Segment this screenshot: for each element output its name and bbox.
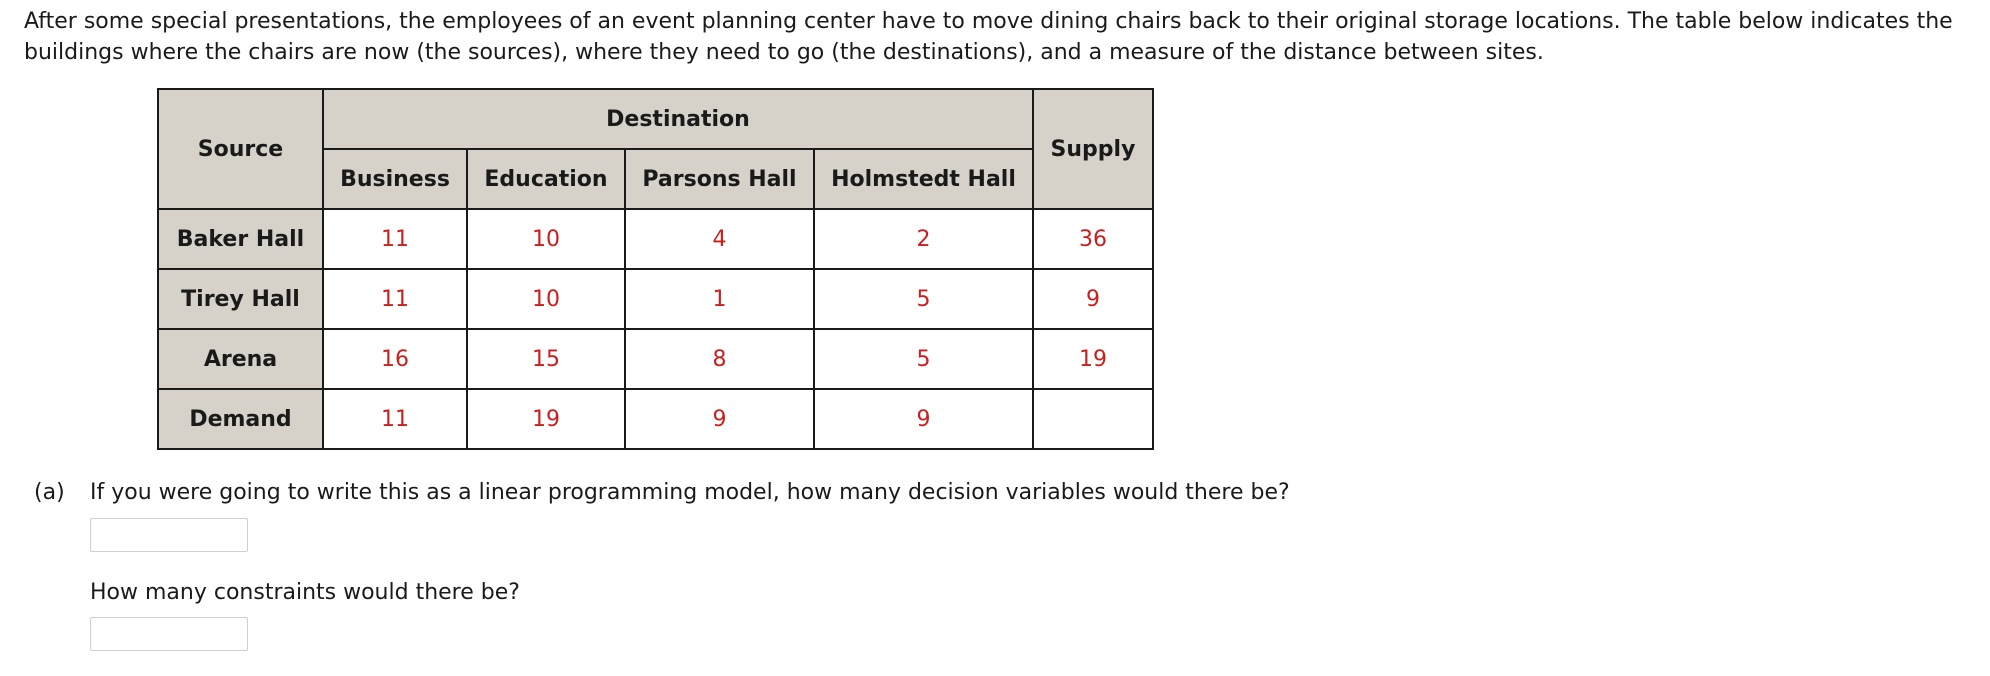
- demand-supply-empty-cell: [1033, 389, 1153, 449]
- distance-cell: 16: [323, 329, 467, 389]
- table-header-row: [158, 89, 1153, 149]
- demand-row: [158, 389, 1153, 449]
- destination-education-header: Education: [467, 149, 625, 209]
- distance-cell: 5: [814, 269, 1033, 329]
- distance-table-container: [157, 88, 1154, 450]
- source-label: Tirey Hall: [158, 269, 323, 329]
- demand-label: Demand: [158, 389, 323, 449]
- demand-cell: 9: [814, 389, 1033, 449]
- destination-parsons-header: Parsons Hall: [625, 149, 814, 209]
- destination-business-header: Business: [323, 149, 467, 209]
- demand-cell: 9: [625, 389, 814, 449]
- supply-cell: 19: [1033, 329, 1153, 389]
- distance-cell: 2: [814, 209, 1033, 269]
- supply-cell: 9: [1033, 269, 1153, 329]
- distance-cell: 11: [323, 269, 467, 329]
- supply-cell: 36: [1033, 209, 1153, 269]
- distance-cell: 10: [467, 269, 625, 329]
- source-label: Baker Hall: [158, 209, 323, 269]
- table-row: [158, 269, 1153, 329]
- source-label: Arena: [158, 329, 323, 389]
- demand-cell: 19: [467, 389, 625, 449]
- table-row: [158, 209, 1153, 269]
- part-a-letter: (a): [34, 480, 65, 505]
- supply-header: Supply: [1033, 89, 1153, 209]
- distance-cell: 10: [467, 209, 625, 269]
- destination-header: Destination: [323, 89, 1033, 149]
- question-decision-variables: If you were going to write this as a linear programming model, how many decision variables would there be?: [90, 480, 1290, 505]
- problem-intro: After some special presentations, the employees of an event planning center have to move dining chairs back to their original storage locations. The table below indicates the buildings where the chairs are now (the sources), where they need to go (the destinations), and a measure of the distance between sites.: [24, 9, 1953, 65]
- distance-cell: 11: [323, 209, 467, 269]
- destination-holmstedt-header: Holmstedt Hall: [814, 149, 1033, 209]
- distance-cell: 1: [625, 269, 814, 329]
- distance-cell: 4: [625, 209, 814, 269]
- question-constraints: How many constraints would there be?: [90, 580, 520, 605]
- table-row: [158, 329, 1153, 389]
- decision-variables-answer-input[interactable]: [90, 518, 248, 552]
- distance-table: [157, 88, 1154, 450]
- source-header: Source: [158, 89, 323, 209]
- distance-cell: 5: [814, 329, 1033, 389]
- demand-cell: 11: [323, 389, 467, 449]
- constraints-answer-input[interactable]: [90, 617, 248, 651]
- distance-cell: 15: [467, 329, 625, 389]
- distance-cell: 8: [625, 329, 814, 389]
